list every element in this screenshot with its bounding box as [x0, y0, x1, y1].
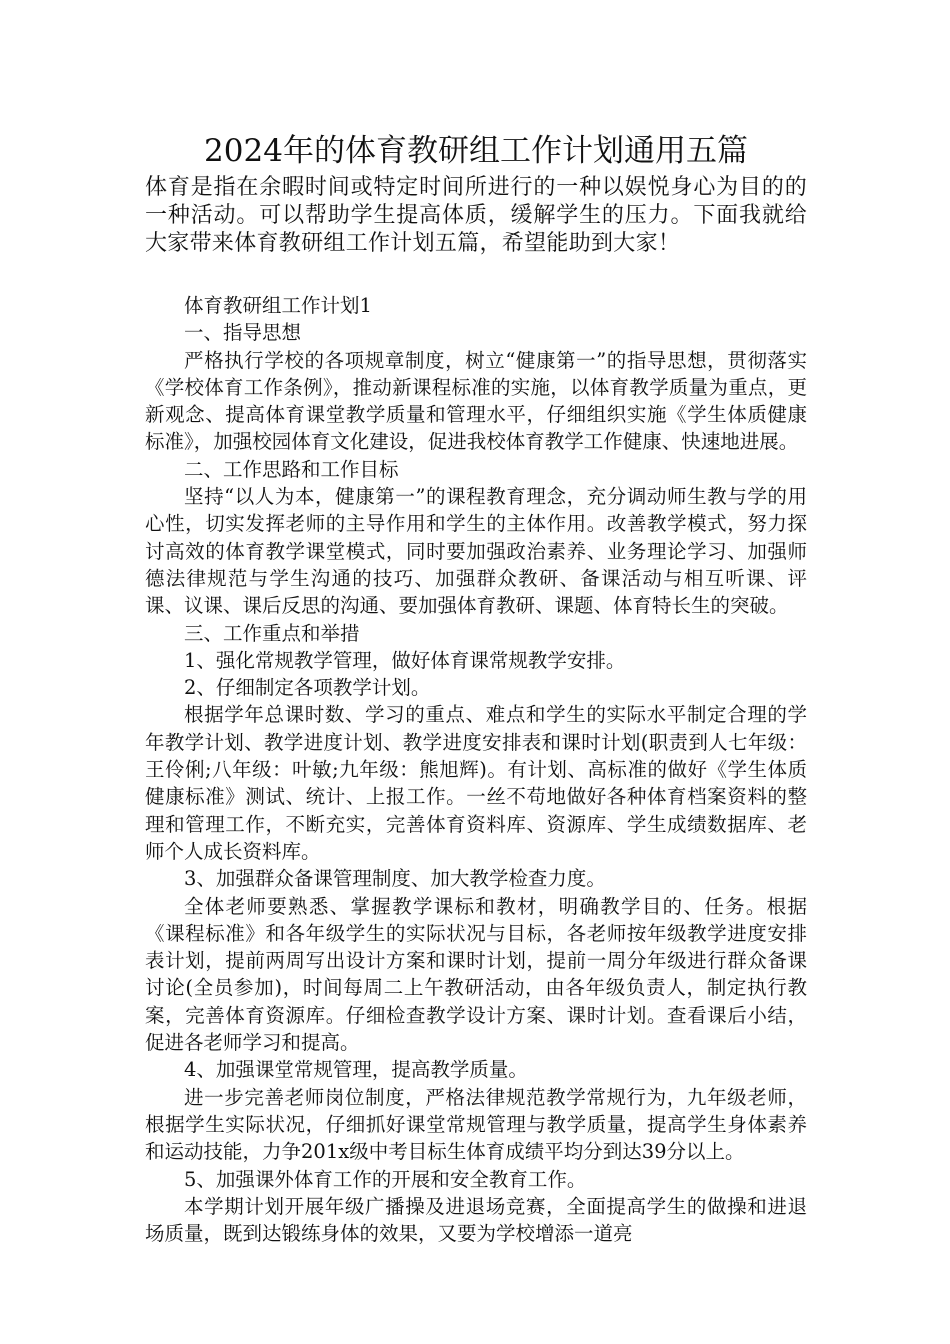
list-item: 4、加强课堂常规管理，提高教学质量。 — [184, 1058, 528, 1082]
body-paragraph: 坚持“以人为本，健康第一”的课程教育理念，充分调动师生教与学的用心性，切实发挥老师的主导作用和学生的主体作用。改善教学模式，努力探讨高效的体育教学课堂模式，同时要加强政治素养、业务理论学习、加强师德法律规范与学生沟通的技巧、加强群众教研、备课活动与相互听课、评课、议课、课后反思的沟通、要加强体育教研、课题、体育特长生的突破。 — [145, 485, 807, 618]
plan-section — [145, 292, 807, 1247]
body-paragraph: 本学期计划开展年级广播操及进退场竞赛，全面提高学生的做操和进退场质量，既到达锻练身体的效果，又要为学校增添一道亮 — [145, 1194, 807, 1246]
section-heading: 三、工作重点和举措 — [184, 621, 360, 645]
list-item: 1、强化常规教学管理，做好体育课常规教学安排。 — [184, 648, 626, 672]
plan-heading: 体育教研组工作计划1 — [184, 294, 372, 317]
body-paragraph: 根据学年总课时数、学习的重点、难点和学生的实际水平制定合理的学年教学计划、教学进度计划、教学进度安排表和课时计划(职责到人七年级：王伶俐;八年级：叶敏;九年级：熊旭辉)。有计划、高标准的做好《学生体质健康标准》测试、统计、上报工作。一丝不苟地做好各种体育档案资料的整理和管理工作，不断充实，完善体育资料库、资源库、学生成绩数据库、老师个人成长资料库。 — [145, 703, 807, 863]
document-title: 2024年的体育教研组工作计划通用五篇 — [204, 133, 748, 169]
list-item: 5、加强课外体育工作的开展和安全教育工作。 — [184, 1167, 587, 1191]
body-paragraph: 进一步完善老师岗位制度，严格法律规范教学常规行为，九年级老师，根据学生实际状况，仔细抓好课堂常规管理与教学质量，提高学生身体素养和运动技能，力争201x级中考目标生体育成绩平均分到达39分以上。 — [145, 1085, 807, 1164]
body-paragraph: 严格执行学校的各项规章制度，树立“健康第一”的指导思想，贯彻落实《学校体育工作条例》，推动新课程标准的实施，以体育教学质量为重点，更新观念、提高体育课堂教学质量和管理水平，仔细组织实施《学生体质健康标准》，加强校园体育文化建设，促进我校体育教学工作健康、快速地进展。 — [145, 348, 807, 454]
intro-paragraph: 体育是指在余暇时间或特定时间所进行的一种以娱悦身心为目的的一种活动。可以帮助学生提高体质，缓解学生的压力。下面我就给大家带来体育教研组工作计划五篇，希望能助到大家！ — [145, 175, 807, 256]
section-heading: 二、工作思路和工作目标 — [184, 457, 399, 481]
list-item: 2、仔细制定各项教学计划。 — [184, 676, 431, 700]
body-paragraph: 全体老师要熟悉、掌握教学课标和教材，明确教学目的、任务。根据《课程标准》和各年级学生的实际状况与目标，各老师按年级教学进度安排表计划，提前两周写出设计方案和课时计划，提前一周分年级进行群众备课讨论(全员参加)，时间每周二上午教研活动，由各年级负责人，制定执行教案，完善体育资源库。仔细检查教学设计方案、课时计划。查看课后小结，促进各老师学习和提高。 — [145, 894, 807, 1055]
section-heading: 一、指导思想 — [184, 321, 302, 345]
document-page — [145, 128, 807, 1247]
list-item: 3、加强群众备课管理制度、加大教学检查力度。 — [184, 867, 606, 891]
